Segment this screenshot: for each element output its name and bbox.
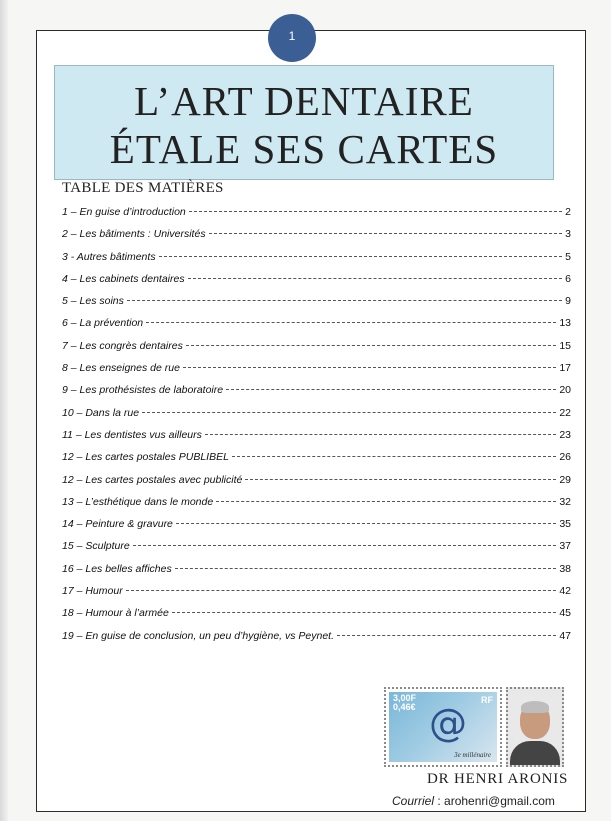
contact-email[interactable]: arohenri@gmail.com: [444, 794, 555, 808]
toc-leader: [337, 635, 556, 636]
stamp-value-euros: 0,46€: [393, 702, 416, 712]
toc-entry-label: 15 – Sculpture: [62, 540, 130, 553]
toc-entry-page: 6: [565, 272, 571, 285]
toc-entry[interactable]: [62, 630, 571, 652]
toc-entry-page: 26: [559, 451, 571, 464]
contact-line: [392, 794, 555, 808]
toc-entry-label: 2 – Les bâtiments : Universités: [62, 228, 206, 241]
postage-stamp: [384, 687, 502, 767]
toc-entry-page: 32: [559, 495, 571, 508]
toc-entry[interactable]: [62, 362, 571, 384]
toc-entry-page: 2: [565, 206, 571, 218]
portrait-photo-icon: [506, 687, 564, 767]
toc-entry-label: 10 – Dans la rue: [62, 406, 140, 419]
toc-entry-label: 14 – Peinture & gravure: [62, 518, 173, 531]
toc-leader: [176, 523, 556, 524]
at-sign-stamp-icon: @: [429, 701, 467, 745]
toc-leader: [159, 256, 563, 257]
toc-leader: [189, 211, 562, 212]
toc-entry[interactable]: [62, 384, 571, 406]
toc-entry-page: 13: [559, 317, 571, 330]
table-of-contents: [62, 206, 571, 652]
toc-entry-page: 15: [559, 339, 571, 352]
toc-entry[interactable]: [62, 540, 571, 562]
toc-entry-label: 5 – Les soins: [62, 295, 124, 308]
contact-separator: :: [434, 794, 445, 808]
toc-entry-page: 35: [559, 518, 571, 531]
toc-entry[interactable]: [62, 206, 571, 228]
toc-entry-label: 17 – Humour: [62, 585, 123, 598]
toc-entry[interactable]: [62, 340, 571, 362]
toc-entry[interactable]: [62, 496, 571, 518]
toc-entry-label: 12 – Les cartes postales avec publicité: [62, 473, 243, 486]
toc-leader: [127, 300, 562, 301]
toc-leader: [146, 322, 556, 323]
toc-leader: [205, 434, 556, 435]
toc-leader: [126, 590, 557, 591]
toc-entry-label: 18 – Humour à l’armée: [62, 607, 169, 620]
toc-leader: [133, 545, 557, 546]
stamp-value: [393, 694, 416, 712]
toc-entry[interactable]: [62, 585, 571, 607]
toc-entry-label: 19 – En guise de conclusion, un peu d’hygiène, vs Peynet.: [62, 629, 335, 642]
photo-hair: [521, 701, 549, 713]
contact-label: Courriel: [392, 794, 435, 808]
toc-leader: [245, 479, 556, 480]
toc-entry[interactable]: [62, 607, 571, 629]
toc-entry[interactable]: [62, 295, 571, 317]
toc-entry-page: 9: [565, 295, 571, 308]
stamp-image: [389, 692, 497, 762]
toc-entry[interactable]: [62, 563, 571, 585]
toc-entry[interactable]: [62, 317, 571, 339]
toc-entry-label: 12 – Les cartes postales PUBLIBEL: [62, 451, 229, 464]
toc-entry-label: 16 – Les belles affiches: [62, 562, 172, 575]
toc-entry[interactable]: [62, 451, 571, 473]
toc-entry[interactable]: [62, 407, 571, 429]
toc-entry-page: 5: [565, 250, 571, 263]
toc-entry-label: 7 – Les congrès dentaires: [62, 339, 183, 352]
toc-entry-label: 6 – La prévention: [62, 317, 144, 330]
toc-leader: [172, 612, 557, 613]
toc-entry[interactable]: [62, 228, 571, 250]
toc-entry[interactable]: [62, 251, 571, 273]
toc-heading: TABLE DES MATIÈRES: [62, 180, 224, 196]
toc-entry-page: 42: [559, 585, 571, 598]
toc-entry-page: 29: [559, 473, 571, 486]
toc-entry-page: 20: [559, 384, 571, 397]
toc-entry[interactable]: [62, 429, 571, 451]
stamp-country: RF: [481, 695, 493, 705]
title-line-2: ÉTALE SES CARTES: [109, 126, 499, 172]
toc-entry-page: 17: [559, 362, 571, 375]
toc-leader: [142, 412, 556, 413]
toc-entry[interactable]: [62, 273, 571, 295]
toc-leader: [188, 278, 563, 279]
toc-leader: [209, 233, 563, 234]
toc-entry-page: 37: [559, 540, 571, 553]
toc-entry-page: 23: [559, 428, 571, 441]
stamp-caption: 3e millénaire: [454, 751, 491, 759]
toc-entry-label: 8 – Les enseignes de rue: [62, 362, 180, 375]
author-name: DR HENRI ARONIS: [427, 771, 569, 787]
page-number-badge: [268, 14, 316, 62]
toc-entry-label: 9 – Les prothésistes de laboratoire: [62, 384, 224, 397]
page-number: 1: [288, 29, 296, 43]
toc-entry-page: 45: [559, 607, 571, 620]
toc-entry-page: 3: [565, 228, 571, 241]
toc-entry-page: 22: [559, 406, 571, 419]
toc-leader: [175, 568, 557, 569]
toc-leader: [186, 345, 556, 346]
toc-entry[interactable]: [62, 474, 571, 496]
toc-leader: [226, 389, 556, 390]
toc-leader: [232, 456, 556, 457]
toc-entry-label: 3 - Autres bâtiments: [62, 250, 156, 263]
toc-entry-label: 11 – Les dentistes vus ailleurs: [62, 428, 202, 441]
toc-entry-page: 47: [559, 629, 571, 642]
toc-entry-label: 13 – L’esthétique dans le monde: [62, 495, 214, 508]
toc-leader: [183, 367, 556, 368]
toc-entry-page: 38: [559, 562, 571, 575]
toc-entry[interactable]: [62, 518, 571, 540]
photo-body: [510, 741, 560, 767]
toc-entry-label: 1 – En guise d’introduction: [62, 206, 186, 218]
page-shadow-edge: [0, 0, 8, 821]
title-box: [54, 65, 554, 180]
title-line-1: L’ART DENTAIRE: [134, 78, 474, 124]
toc-entry-label: 4 – Les cabinets dentaires: [62, 272, 185, 285]
toc-leader: [216, 501, 556, 502]
stamp-value-francs: 3,00F: [393, 693, 417, 703]
